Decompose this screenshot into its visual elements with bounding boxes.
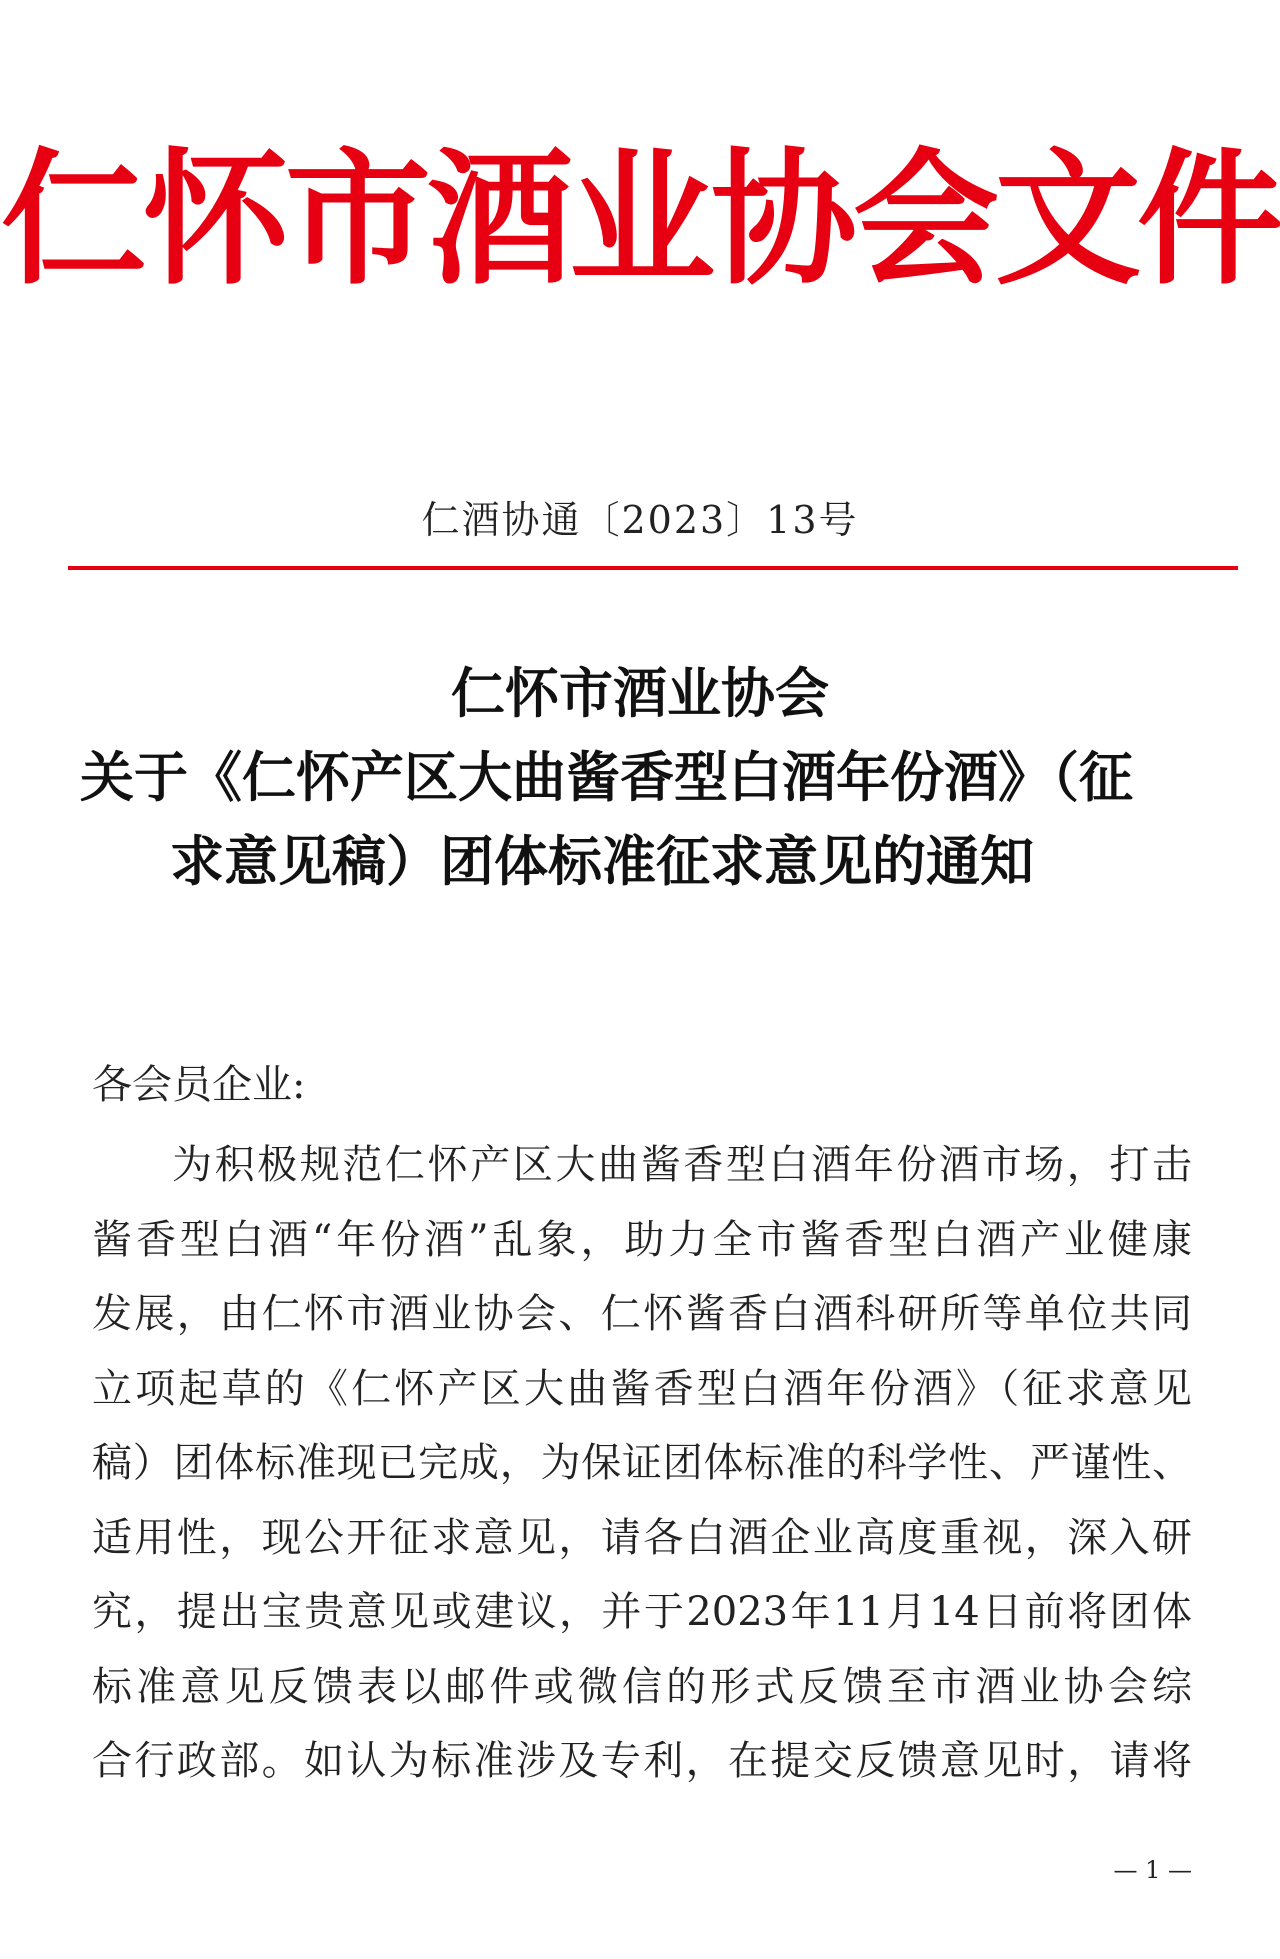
title-line-3: 求意见稿）团体标准征求意见的通知 <box>170 830 1034 893</box>
body-line: 酱香型白酒“年份酒”乱象，助力全市酱香型白酒产业健康 <box>92 1216 1192 1263</box>
title-line-1: 仁怀市酒业协会 <box>451 662 829 725</box>
body-line: 究，提出宝贵意见或建议，并于2023年11月14日前将团体 <box>92 1589 1192 1635</box>
body-line: 立项起草的《仁怀产区大曲酱香型白酒年份酒》（征求意见 <box>92 1365 1192 1412</box>
title-line-2: 关于《仁怀产区大曲酱香型白酒年份酒》（征 <box>80 746 1133 809</box>
page-number: — 1 — <box>1113 1856 1192 1884</box>
body-line: 为积极规范仁怀产区大曲酱香型白酒年份酒市场，打击 <box>172 1142 1192 1188</box>
body-line: 合行政部。如认为标准涉及专利，在提交反馈意见时，请将 <box>92 1738 1192 1784</box>
red-divider-line <box>68 566 1238 570</box>
body-line: 适用性，现公开征求意见，请各白酒企业高度重视，深入研 <box>92 1514 1192 1561</box>
notice-title <box>80 652 1200 904</box>
body-line: 标准意见反馈表以邮件或微信的形式反馈至市酒业协会综 <box>92 1663 1192 1710</box>
document-number: 仁酒协通〔2023〕13号 <box>421 498 859 542</box>
body-paragraph <box>92 1128 1192 1799</box>
masthead-title: 仁怀市酒业协会文件 <box>1 134 1279 305</box>
body-line: 发展，由仁怀市酒业协会、仁怀酱香白酒科研所等单位共同 <box>92 1291 1192 1337</box>
body-line: 稿）团体标准现已完成，为保证团体标准的科学性、严谨性、 <box>92 1440 1192 1486</box>
salutation: 各会员企业: <box>92 1062 306 1108</box>
